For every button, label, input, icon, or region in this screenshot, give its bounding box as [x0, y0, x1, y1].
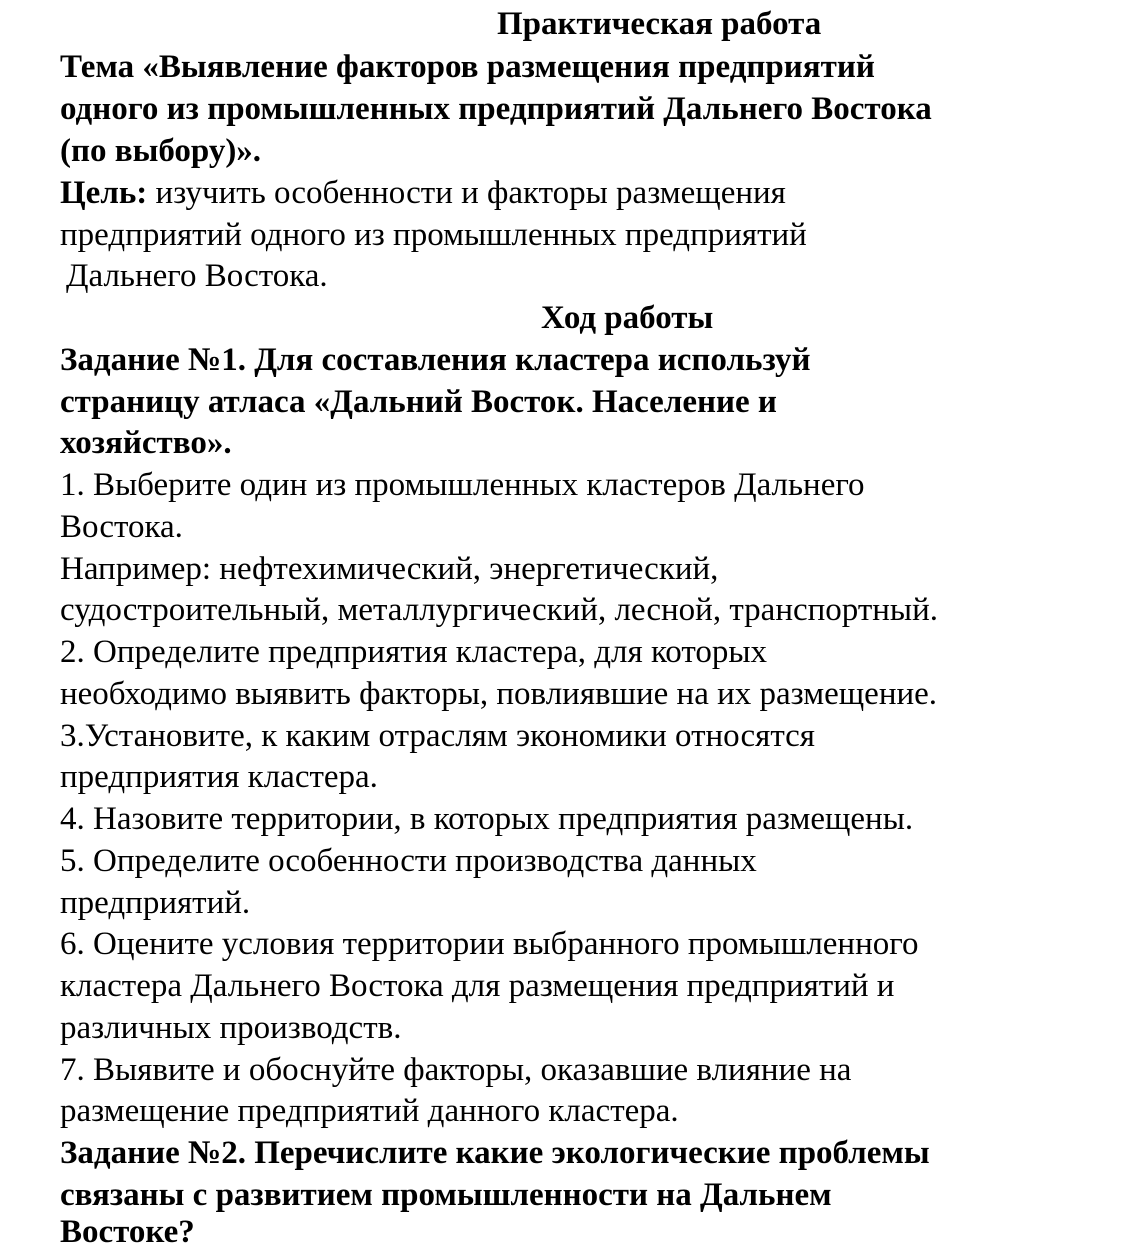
topic-line: одного из промышленных предприятий Дальнего Востока: [60, 91, 932, 127]
progress-heading: Ход работы: [541, 300, 714, 336]
step-line: 3.Установите, к каким отраслям экономики относятся: [60, 718, 815, 754]
task2-line: Востоке?: [60, 1214, 195, 1250]
step-line: необходимо выявить факторы, повлиявшие на их размещение.: [60, 676, 938, 712]
task2-line: Задание №2. Перечислите какие экологические проблемы: [60, 1135, 930, 1171]
task2-line: связаны с развитием промышленности на Дальнем: [60, 1177, 832, 1213]
step-line: судостроительный, металлургический, лесной, транспортный.: [60, 592, 939, 628]
goal-line: [60, 173, 786, 214]
step-line: Например: нефтехимический, энергетический,: [60, 551, 719, 587]
goal-line: предприятий одного из промышленных предприятий: [60, 217, 807, 253]
task1-line: страницу атласа «Дальний Восток. Население и: [60, 384, 777, 420]
step-line: 4. Назовите территории, в которых предприятия размещены.: [60, 801, 914, 837]
step-line: предприятий.: [60, 885, 251, 921]
goal-line: Дальнего Востока.: [66, 258, 328, 294]
step-line: предприятия кластера.: [60, 759, 378, 795]
step-line: размещение предприятий данного кластера.: [60, 1093, 679, 1129]
step-line: 2. Определите предприятия кластера, для которых: [60, 634, 768, 670]
goal-label: Цель:: [60, 175, 148, 211]
step-line: 1. Выберите один из промышленных кластеров Дальнего: [60, 467, 865, 503]
step-line: 5. Определите особенности производства данных: [60, 843, 757, 879]
step-line: различных производств.: [60, 1010, 402, 1046]
step-line: 6. Оцените условия территории выбранного промышленного: [60, 926, 919, 962]
goal-text: изучить особенности и факторы размещения: [155, 175, 786, 211]
topic-line: (по выбору)».: [60, 133, 262, 169]
step-line: кластера Дальнего Востока для размещения предприятий и: [60, 968, 895, 1004]
document-heading: Практическая работа: [497, 6, 822, 42]
topic-line: Тема «Выявление факторов размещения предприятий: [60, 49, 875, 85]
task1-line: Задание №1. Для составления кластера используй: [60, 342, 811, 378]
step-line: Востока.: [60, 509, 183, 545]
task1-line: хозяйство».: [60, 425, 232, 461]
step-line: 7. Выявите и обоснуйте факторы, оказавшие влияние на: [60, 1052, 852, 1088]
